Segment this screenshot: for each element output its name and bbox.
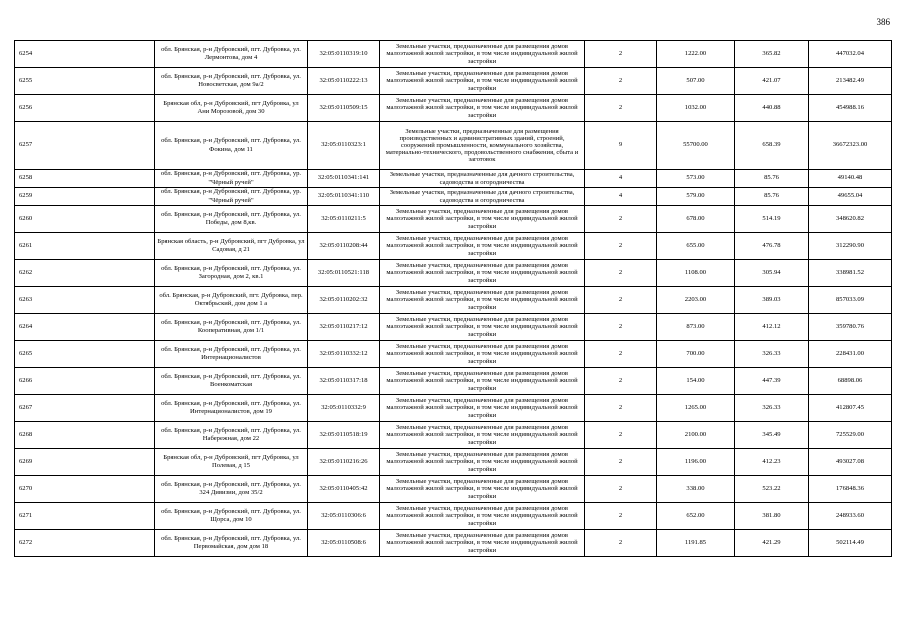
cadastral-number-cell: 32:05:0110508:6 bbox=[308, 530, 380, 557]
area-cell: 1196.00 bbox=[657, 449, 735, 476]
land-purpose-cell: Земельные участки, предназначенные для размещения домов малоэтажной жилой застройки, в том числе индивидуальной жилой застройки bbox=[380, 503, 585, 530]
specific-value-cell: 345.49 bbox=[735, 422, 809, 449]
address-cell: обл. Брянская, р-н Дубровский, пгт. Дубровка, ул. 324 Дивизии, дом 35/2 bbox=[155, 476, 308, 503]
group-cell: 2 bbox=[585, 449, 657, 476]
address-cell: Брянская обл, р-н Дубровский, пгт Дубровка, ул Ани Морозовой, дом 30 bbox=[155, 95, 308, 122]
group-cell: 9 bbox=[585, 122, 657, 170]
cadastral-value-cell: 359780.76 bbox=[809, 314, 892, 341]
cadastral-number-cell: 32:05:0110405:42 bbox=[308, 476, 380, 503]
cadastral-number-cell: 32:05:0110332:9 bbox=[308, 395, 380, 422]
land-purpose-cell: Земельные участки, предназначенные для размещения домов малоэтажной жилой застройки, в том числе индивидуальной жилой застройки bbox=[380, 530, 585, 557]
group-cell: 2 bbox=[585, 41, 657, 68]
specific-value-cell: 365.82 bbox=[735, 41, 809, 68]
area-cell: 55700.00 bbox=[657, 122, 735, 170]
specific-value-cell: 326.33 bbox=[735, 341, 809, 368]
cadastral-value-cell: 49140.48 bbox=[809, 170, 892, 188]
cadastral-value-cell: 176848.36 bbox=[809, 476, 892, 503]
cadastral-value-cell: 213482.49 bbox=[809, 68, 892, 95]
area-cell: 338.00 bbox=[657, 476, 735, 503]
land-purpose-cell: Земельные участки, предназначенные для размещения домов малоэтажной жилой застройки, в том числе индивидуальной жилой застройки bbox=[380, 233, 585, 260]
group-cell: 2 bbox=[585, 287, 657, 314]
area-cell: 579.00 bbox=[657, 188, 735, 206]
cadastral-value-cell: 857033.09 bbox=[809, 287, 892, 314]
cadastral-value-cell: 502114.49 bbox=[809, 530, 892, 557]
land-purpose-cell: Земельные участки, предназначенные для размещения домов малоэтажной жилой застройки, в том числе индивидуальной жилой застройки bbox=[380, 68, 585, 95]
specific-value-cell: 447.39 bbox=[735, 368, 809, 395]
cadastral-number-cell: 32:05:0110332:12 bbox=[308, 341, 380, 368]
area-cell: 1191.85 bbox=[657, 530, 735, 557]
area-cell: 1222.00 bbox=[657, 41, 735, 68]
specific-value-cell: 305.94 bbox=[735, 260, 809, 287]
cadastral-number-cell: 32:05:0110202:32 bbox=[308, 287, 380, 314]
row-number: 6261 bbox=[15, 233, 155, 260]
cadastral-number-cell: 32:05:0110509:15 bbox=[308, 95, 380, 122]
table-row bbox=[15, 341, 892, 368]
row-number: 6254 bbox=[15, 41, 155, 68]
group-cell: 4 bbox=[585, 188, 657, 206]
row-number: 6257 bbox=[15, 122, 155, 170]
group-cell: 2 bbox=[585, 260, 657, 287]
address-cell: обл. Брянская, р-н Дубровский, пгт. Дубровка, ул. Победы, дом 8,кв. bbox=[155, 206, 308, 233]
area-cell: 154.00 bbox=[657, 368, 735, 395]
group-cell: 2 bbox=[585, 395, 657, 422]
table-row bbox=[15, 170, 892, 188]
address-cell: обл. Брянская, р-н Дубровский, пгт. Дубровка, ул. Кооперативная, дом 1/1 bbox=[155, 314, 308, 341]
table-row bbox=[15, 95, 892, 122]
land-purpose-cell: Земельные участки, предназначенные для размещения домов малоэтажной жилой застройки, в том числе индивидуальной жилой застройки bbox=[380, 476, 585, 503]
specific-value-cell: 658.39 bbox=[735, 122, 809, 170]
cadastral-value-cell: 312290.90 bbox=[809, 233, 892, 260]
address-cell: обл. Брянская, р-н Дубровский, пгт. Дубровка, ул. Новосветская, дом 9а/2 bbox=[155, 68, 308, 95]
row-number: 6263 bbox=[15, 287, 155, 314]
address-cell: обл. Брянская, р-н Дубровский, пгт. Дубровка, ул. Загородная, дом 2, кв.1 bbox=[155, 260, 308, 287]
cadastral-value-cell: 228431.00 bbox=[809, 341, 892, 368]
specific-value-cell: 421.07 bbox=[735, 68, 809, 95]
land-purpose-cell: Земельные участки, предназначенные для дачного строительства, садоводства и огородничества bbox=[380, 170, 585, 188]
land-parcels-table bbox=[14, 40, 892, 557]
land-purpose-cell: Земельные участки, предназначенные для размещения домов малоэтажной жилой застройки, в том числе индивидуальной жилой застройки bbox=[380, 95, 585, 122]
table-row bbox=[15, 122, 892, 170]
row-number: 6264 bbox=[15, 314, 155, 341]
area-cell: 2203.00 bbox=[657, 287, 735, 314]
group-cell: 2 bbox=[585, 476, 657, 503]
cadastral-number-cell: 32:05:0110341:141 bbox=[308, 170, 380, 188]
table-row bbox=[15, 287, 892, 314]
cadastral-number-cell: 32:05:0110341:110 bbox=[308, 188, 380, 206]
land-purpose-cell: Земельные участки, предназначенные для размещения домов малоэтажной жилой застройки, в том числе индивидуальной жилой застройки bbox=[380, 422, 585, 449]
group-cell: 2 bbox=[585, 68, 657, 95]
area-cell: 678.00 bbox=[657, 206, 735, 233]
address-cell: обл. Брянская, р-н Дубровский, пгт. Дубровка, ул. Набережная, дом 22 bbox=[155, 422, 308, 449]
address-cell: обл. Брянская, р-н Дубровский, пгт. Дубровка, ул. Щорса, дом 10 bbox=[155, 503, 308, 530]
row-number: 6266 bbox=[15, 368, 155, 395]
cadastral-number-cell: 32:05:0110222:13 bbox=[308, 68, 380, 95]
land-purpose-cell: Земельные участки, предназначенные для размещения производственных и административных зданий, строений, сооружений промышленности, коммунального хозяйства, материально-технического, продовольственного снабжения, сбыта и заготовок bbox=[380, 122, 585, 170]
cadastral-value-cell: 454988.16 bbox=[809, 95, 892, 122]
address-cell: обл. Брянская, р-н Дубровский, пгт. Дубровка, ул. Интернационалистов, дом 19 bbox=[155, 395, 308, 422]
table-row bbox=[15, 503, 892, 530]
cadastral-number-cell: 32:05:0110317:18 bbox=[308, 368, 380, 395]
row-number: 6259 bbox=[15, 188, 155, 206]
land-purpose-cell: Земельные участки, предназначенные для размещения домов малоэтажной жилой застройки, в том числе индивидуальной жилой застройки bbox=[380, 314, 585, 341]
area-cell: 573.00 bbox=[657, 170, 735, 188]
group-cell: 2 bbox=[585, 503, 657, 530]
land-purpose-cell: Земельные участки, предназначенные для размещения домов малоэтажной жилой застройки, в том числе индивидуальной жилой застройки bbox=[380, 368, 585, 395]
specific-value-cell: 85.76 bbox=[735, 188, 809, 206]
table-row bbox=[15, 476, 892, 503]
row-number: 6265 bbox=[15, 341, 155, 368]
row-number: 6272 bbox=[15, 530, 155, 557]
row-number: 6271 bbox=[15, 503, 155, 530]
land-purpose-cell: Земельные участки, предназначенные для размещения домов малоэтажной жилой застройки, в том числе индивидуальной жилой застройки bbox=[380, 260, 585, 287]
specific-value-cell: 421.29 bbox=[735, 530, 809, 557]
area-cell: 873.00 bbox=[657, 314, 735, 341]
area-cell: 700.00 bbox=[657, 341, 735, 368]
cadastral-number-cell: 32:05:0110211:5 bbox=[308, 206, 380, 233]
group-cell: 2 bbox=[585, 341, 657, 368]
table-row bbox=[15, 188, 892, 206]
address-cell: Брянская обл, р-н Дубровский, пгт Дубровка, ул Полевая, д 15 bbox=[155, 449, 308, 476]
land-purpose-cell: Земельные участки, предназначенные для размещения домов малоэтажной жилой застройки, в том числе индивидуальной жилой застройки bbox=[380, 41, 585, 68]
specific-value-cell: 85.76 bbox=[735, 170, 809, 188]
address-cell: обл. Брянская, р-н Дубровский, пгт. Дубровка, ул. Лермонтова, дом 4 bbox=[155, 41, 308, 68]
page-number: 386 bbox=[876, 17, 890, 27]
land-purpose-cell: Земельные участки, предназначенные для размещения домов малоэтажной жилой застройки, в том числе индивидуальной жилой застройки bbox=[380, 395, 585, 422]
group-cell: 2 bbox=[585, 530, 657, 557]
specific-value-cell: 523.22 bbox=[735, 476, 809, 503]
specific-value-cell: 389.03 bbox=[735, 287, 809, 314]
group-cell: 2 bbox=[585, 422, 657, 449]
table-row bbox=[15, 530, 892, 557]
group-cell: 2 bbox=[585, 233, 657, 260]
table-row bbox=[15, 41, 892, 68]
address-cell: обл. Брянская, р-н Дубровский, пгт. Дубровка, ул. Первомайская, дом дом 18 bbox=[155, 530, 308, 557]
specific-value-cell: 381.80 bbox=[735, 503, 809, 530]
table-row bbox=[15, 395, 892, 422]
address-cell: обл. Брянская, р-н Дубровский, пгт. Дубровка, ур. "Чёрный ручей" bbox=[155, 188, 308, 206]
cadastral-value-cell: 338981.52 bbox=[809, 260, 892, 287]
group-cell: 2 bbox=[585, 368, 657, 395]
table-row bbox=[15, 233, 892, 260]
cadastral-value-cell: 348620.82 bbox=[809, 206, 892, 233]
land-purpose-cell: Земельные участки, предназначенные для размещения домов малоэтажной жилой застройки, в том числе индивидуальной жилой застройки bbox=[380, 449, 585, 476]
table-row bbox=[15, 206, 892, 233]
row-number: 6269 bbox=[15, 449, 155, 476]
address-cell: обл. Брянская, р-н Дубровский, пгт. Дубровка, ул. Интернационалистов bbox=[155, 341, 308, 368]
area-cell: 1265.00 bbox=[657, 395, 735, 422]
cadastral-number-cell: 32:05:0110217:12 bbox=[308, 314, 380, 341]
cadastral-value-cell: 725529.00 bbox=[809, 422, 892, 449]
specific-value-cell: 440.88 bbox=[735, 95, 809, 122]
specific-value-cell: 514.19 bbox=[735, 206, 809, 233]
land-purpose-cell: Земельные участки, предназначенные для размещения домов малоэтажной жилой застройки, в том числе индивидуальной жилой застройки bbox=[380, 341, 585, 368]
row-number: 6255 bbox=[15, 68, 155, 95]
row-number: 6268 bbox=[15, 422, 155, 449]
row-number: 6270 bbox=[15, 476, 155, 503]
area-cell: 507.00 bbox=[657, 68, 735, 95]
group-cell: 2 bbox=[585, 314, 657, 341]
land-purpose-cell: Земельные участки, предназначенные для размещения домов малоэтажной жилой застройки, в том числе индивидуальной жилой застройки bbox=[380, 287, 585, 314]
group-cell: 2 bbox=[585, 206, 657, 233]
table-row bbox=[15, 368, 892, 395]
row-number: 6262 bbox=[15, 260, 155, 287]
table-row bbox=[15, 68, 892, 95]
address-cell: обл. Брянская, р-н Дубровский, пгт. Дубровка, ур. "Чёрный ручей" bbox=[155, 170, 308, 188]
table-row bbox=[15, 260, 892, 287]
table-row bbox=[15, 422, 892, 449]
cadastral-number-cell: 32:05:0110216:26 bbox=[308, 449, 380, 476]
cadastral-number-cell: 32:05:0110323:1 bbox=[308, 122, 380, 170]
cadastral-value-cell: 68898.06 bbox=[809, 368, 892, 395]
table-row bbox=[15, 449, 892, 476]
group-cell: 4 bbox=[585, 170, 657, 188]
address-cell: Брянская область, р-н Дубровский, пгт Дубровка, ул Садовая, д 21 bbox=[155, 233, 308, 260]
cadastral-value-cell: 412807.45 bbox=[809, 395, 892, 422]
group-cell: 2 bbox=[585, 95, 657, 122]
land-purpose-cell: Земельные участки, предназначенные для дачного строительства, садоводства и огородничества bbox=[380, 188, 585, 206]
cadastral-value-cell: 248933.60 bbox=[809, 503, 892, 530]
specific-value-cell: 326.33 bbox=[735, 395, 809, 422]
row-number: 6260 bbox=[15, 206, 155, 233]
row-number: 6258 bbox=[15, 170, 155, 188]
cadastral-value-cell: 493027.08 bbox=[809, 449, 892, 476]
area-cell: 655.00 bbox=[657, 233, 735, 260]
specific-value-cell: 412.12 bbox=[735, 314, 809, 341]
land-purpose-cell: Земельные участки, предназначенные для размещения домов малоэтажной жилой застройки, в том числе индивидуальной жилой застройки bbox=[380, 206, 585, 233]
area-cell: 1108.00 bbox=[657, 260, 735, 287]
specific-value-cell: 412.23 bbox=[735, 449, 809, 476]
area-cell: 1032.00 bbox=[657, 95, 735, 122]
cadastral-value-cell: 36672323.00 bbox=[809, 122, 892, 170]
address-cell: обл. Брянская, р-н Дубровский, пгт. Дубровка, ул. Военкоматская bbox=[155, 368, 308, 395]
area-cell: 2100.00 bbox=[657, 422, 735, 449]
row-number: 6267 bbox=[15, 395, 155, 422]
cadastral-value-cell: 49655.04 bbox=[809, 188, 892, 206]
cadastral-number-cell: 32:05:0110306:6 bbox=[308, 503, 380, 530]
specific-value-cell: 476.78 bbox=[735, 233, 809, 260]
area-cell: 652.00 bbox=[657, 503, 735, 530]
table-row bbox=[15, 314, 892, 341]
row-number: 6256 bbox=[15, 95, 155, 122]
cadastral-number-cell: 32:05:0110208:44 bbox=[308, 233, 380, 260]
cadastral-number-cell: 32:05:0110518:19 bbox=[308, 422, 380, 449]
address-cell: обл. Брянская, р-н Дубровский, пгт. Дубровка, ул. Фокина, дом 11 bbox=[155, 122, 308, 170]
cadastral-value-cell: 447032.04 bbox=[809, 41, 892, 68]
cadastral-number-cell: 32:05:0110319:10 bbox=[308, 41, 380, 68]
address-cell: обл. Брянская, р-н Дубровский, пгт. Дубровка, пер. Октябрьский, дом дом 1 а bbox=[155, 287, 308, 314]
cadastral-number-cell: 32:05:0110521:118 bbox=[308, 260, 380, 287]
